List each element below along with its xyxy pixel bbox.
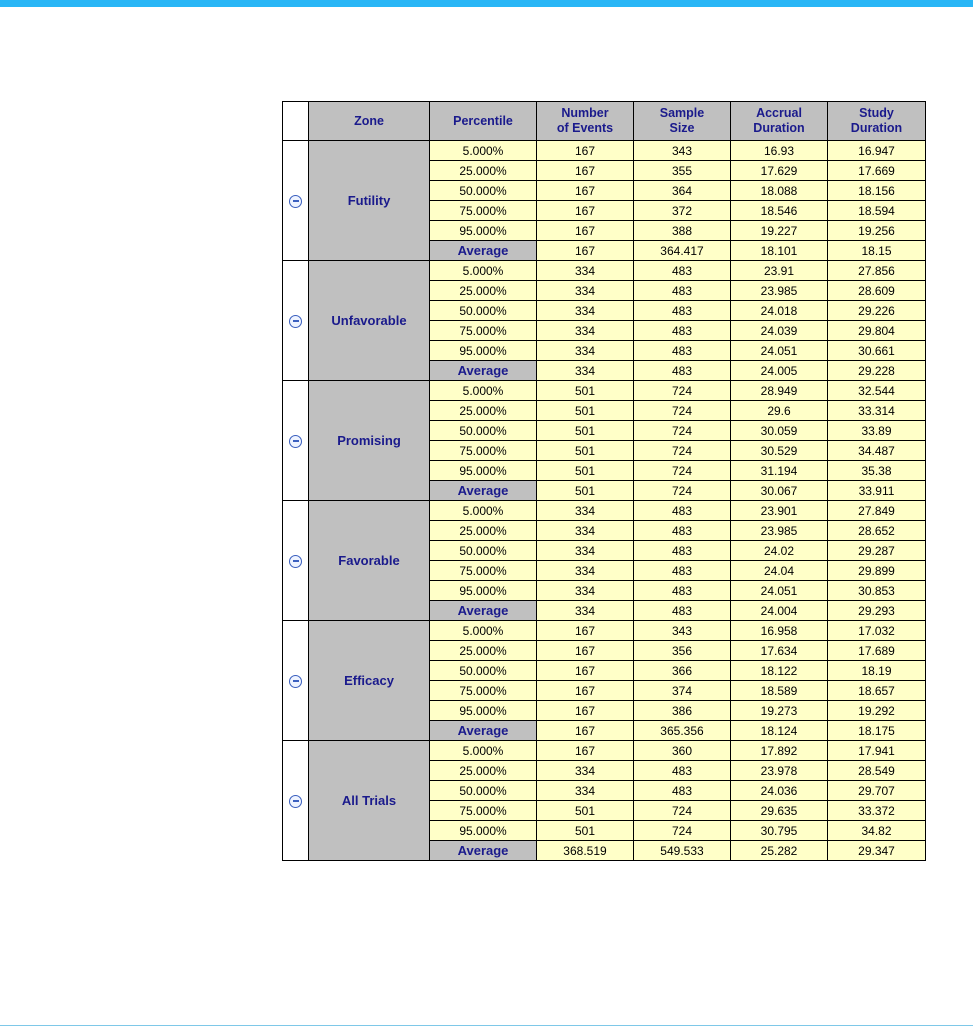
events-cell: 501 bbox=[537, 381, 634, 401]
sample-size-cell: 483 bbox=[634, 501, 731, 521]
percentile-cell: 50.000% bbox=[430, 541, 537, 561]
events-cell: 334 bbox=[537, 541, 634, 561]
column-header-label: Sample bbox=[659, 106, 705, 120]
zone-label: All Trials bbox=[309, 741, 430, 861]
sample-size-cell: 483 bbox=[634, 361, 731, 381]
percentile-cell: 75.000% bbox=[430, 201, 537, 221]
zone-toggle-cell bbox=[283, 621, 309, 741]
table-body bbox=[283, 141, 926, 861]
study-duration-cell: 29.228 bbox=[828, 361, 926, 381]
events-cell: 334 bbox=[537, 581, 634, 601]
accrual-duration-cell: 17.892 bbox=[731, 741, 828, 761]
accrual-duration-cell: 19.227 bbox=[731, 221, 828, 241]
study-duration-cell: 18.175 bbox=[828, 721, 926, 741]
events-cell: 167 bbox=[537, 701, 634, 721]
percentile-cell: 50.000% bbox=[430, 181, 537, 201]
percentile-cell: 95.000% bbox=[430, 221, 537, 241]
percentile-cell: 95.000% bbox=[430, 701, 537, 721]
accrual-duration-cell: 23.978 bbox=[731, 761, 828, 781]
study-duration-cell: 27.849 bbox=[828, 501, 926, 521]
accrual-duration-cell: 24.051 bbox=[731, 581, 828, 601]
bottom-divider bbox=[0, 1025, 973, 1026]
average-label: Average bbox=[430, 241, 537, 261]
accrual-duration-cell: 24.02 bbox=[731, 541, 828, 561]
percentile-cell: 75.000% bbox=[430, 801, 537, 821]
events-cell: 334 bbox=[537, 321, 634, 341]
percentile-cell: 75.000% bbox=[430, 441, 537, 461]
accrual-duration-cell: 31.194 bbox=[731, 461, 828, 481]
study-duration-cell: 29.287 bbox=[828, 541, 926, 561]
percentile-cell: 50.000% bbox=[430, 301, 537, 321]
events-cell: 501 bbox=[537, 401, 634, 421]
events-cell: 334 bbox=[537, 281, 634, 301]
accrual-duration-cell: 29.635 bbox=[731, 801, 828, 821]
study-duration-cell: 28.609 bbox=[828, 281, 926, 301]
zone-label: Favorable bbox=[309, 501, 430, 621]
zone-toggle-cell bbox=[283, 741, 309, 861]
column-header-label: Size bbox=[669, 121, 695, 135]
events-cell: 167 bbox=[537, 141, 634, 161]
study-duration-cell: 16.947 bbox=[828, 141, 926, 161]
sample-size-cell: 365.356 bbox=[634, 721, 731, 741]
events-cell: 334 bbox=[537, 781, 634, 801]
zone-label: Unfavorable bbox=[309, 261, 430, 381]
zone-label: Promising bbox=[309, 381, 430, 501]
accrual-duration-cell: 16.958 bbox=[731, 621, 828, 641]
percentile-cell: 50.000% bbox=[430, 781, 537, 801]
percentile-cell: 5.000% bbox=[430, 141, 537, 161]
accrual-duration-cell: 18.122 bbox=[731, 661, 828, 681]
zone-label: Futility bbox=[309, 141, 430, 261]
accrual-duration-cell: 24.005 bbox=[731, 361, 828, 381]
table-row bbox=[283, 621, 926, 641]
study-duration-cell: 29.707 bbox=[828, 781, 926, 801]
column-header-zone: Zone bbox=[309, 102, 430, 141]
study-duration-cell: 17.032 bbox=[828, 621, 926, 641]
zone-toggle-cell bbox=[283, 261, 309, 381]
percentile-cell: 75.000% bbox=[430, 561, 537, 581]
events-cell: 334 bbox=[537, 361, 634, 381]
percentile-cell: 95.000% bbox=[430, 341, 537, 361]
percentile-cell: 75.000% bbox=[430, 321, 537, 341]
events-cell: 167 bbox=[537, 221, 634, 241]
sample-size-cell: 549.533 bbox=[634, 841, 731, 861]
study-duration-cell: 33.911 bbox=[828, 481, 926, 501]
sample-size-cell: 724 bbox=[634, 461, 731, 481]
column-header-label: Study bbox=[859, 106, 894, 120]
study-duration-cell: 34.487 bbox=[828, 441, 926, 461]
events-cell: 167 bbox=[537, 741, 634, 761]
sample-size-cell: 483 bbox=[634, 261, 731, 281]
collapse-icon[interactable] bbox=[289, 675, 302, 688]
accrual-duration-cell: 24.051 bbox=[731, 341, 828, 361]
study-duration-cell: 33.314 bbox=[828, 401, 926, 421]
study-duration-cell: 18.594 bbox=[828, 201, 926, 221]
study-duration-cell: 28.549 bbox=[828, 761, 926, 781]
percentile-results-table bbox=[282, 101, 926, 861]
percentile-cell: 25.000% bbox=[430, 161, 537, 181]
events-cell: 334 bbox=[537, 341, 634, 361]
percentile-cell: 5.000% bbox=[430, 501, 537, 521]
events-cell: 501 bbox=[537, 801, 634, 821]
study-duration-cell: 34.82 bbox=[828, 821, 926, 841]
column-header-label: Duration bbox=[850, 121, 903, 135]
percentile-cell: 25.000% bbox=[430, 281, 537, 301]
accrual-duration-cell: 18.589 bbox=[731, 681, 828, 701]
sample-size-cell: 724 bbox=[634, 821, 731, 841]
sample-size-cell: 483 bbox=[634, 581, 731, 601]
events-cell: 368.519 bbox=[537, 841, 634, 861]
collapse-icon[interactable] bbox=[289, 435, 302, 448]
table-row bbox=[283, 261, 926, 281]
sample-size-cell: 343 bbox=[634, 141, 731, 161]
sample-size-cell: 483 bbox=[634, 781, 731, 801]
zone-toggle-cell bbox=[283, 501, 309, 621]
percentile-cell: 75.000% bbox=[430, 681, 537, 701]
accrual-duration-cell: 24.039 bbox=[731, 321, 828, 341]
percentile-cell: 5.000% bbox=[430, 261, 537, 281]
sample-size-cell: 724 bbox=[634, 801, 731, 821]
study-duration-cell: 19.292 bbox=[828, 701, 926, 721]
sample-size-cell: 724 bbox=[634, 381, 731, 401]
sample-size-cell: 483 bbox=[634, 281, 731, 301]
accrual-duration-cell: 16.93 bbox=[731, 141, 828, 161]
sample-size-cell: 483 bbox=[634, 321, 731, 341]
accrual-duration-cell: 17.634 bbox=[731, 641, 828, 661]
average-label: Average bbox=[430, 481, 537, 501]
sample-size-cell: 372 bbox=[634, 201, 731, 221]
column-header-study-duration bbox=[828, 102, 926, 141]
average-label: Average bbox=[430, 841, 537, 861]
percentile-cell: 25.000% bbox=[430, 521, 537, 541]
events-cell: 334 bbox=[537, 301, 634, 321]
sample-size-cell: 724 bbox=[634, 421, 731, 441]
table-row bbox=[283, 741, 926, 761]
column-header-label: Number bbox=[561, 106, 609, 120]
events-cell: 167 bbox=[537, 201, 634, 221]
events-cell: 167 bbox=[537, 641, 634, 661]
table-row bbox=[283, 501, 926, 521]
column-header-accrual-duration bbox=[731, 102, 828, 141]
sample-size-cell: 724 bbox=[634, 481, 731, 501]
events-cell: 334 bbox=[537, 261, 634, 281]
average-label: Average bbox=[430, 601, 537, 621]
sample-size-cell: 483 bbox=[634, 601, 731, 621]
events-cell: 334 bbox=[537, 521, 634, 541]
study-duration-cell: 35.38 bbox=[828, 461, 926, 481]
column-header-label: of Events bbox=[556, 121, 614, 135]
events-cell: 334 bbox=[537, 761, 634, 781]
accrual-duration-cell: 24.036 bbox=[731, 781, 828, 801]
sample-size-cell: 483 bbox=[634, 761, 731, 781]
study-duration-cell: 28.652 bbox=[828, 521, 926, 541]
column-header-percentile: Percentile bbox=[430, 102, 537, 141]
sample-size-cell: 355 bbox=[634, 161, 731, 181]
study-duration-cell: 30.661 bbox=[828, 341, 926, 361]
percentile-cell: 95.000% bbox=[430, 461, 537, 481]
accrual-duration-cell: 30.795 bbox=[731, 821, 828, 841]
accrual-duration-cell: 18.088 bbox=[731, 181, 828, 201]
study-duration-cell: 18.156 bbox=[828, 181, 926, 201]
results-table-container bbox=[282, 101, 926, 861]
study-duration-cell: 17.689 bbox=[828, 641, 926, 661]
sample-size-cell: 366 bbox=[634, 661, 731, 681]
percentile-cell: 50.000% bbox=[430, 421, 537, 441]
study-duration-cell: 29.899 bbox=[828, 561, 926, 581]
sample-size-cell: 724 bbox=[634, 441, 731, 461]
top-accent-bar bbox=[0, 0, 973, 7]
study-duration-cell: 18.19 bbox=[828, 661, 926, 681]
accrual-duration-cell: 23.91 bbox=[731, 261, 828, 281]
study-duration-cell: 29.804 bbox=[828, 321, 926, 341]
sample-size-cell: 483 bbox=[634, 541, 731, 561]
sample-size-cell: 343 bbox=[634, 621, 731, 641]
sample-size-cell: 356 bbox=[634, 641, 731, 661]
column-header-sample-size bbox=[634, 102, 731, 141]
accrual-duration-cell: 23.985 bbox=[731, 281, 828, 301]
events-cell: 167 bbox=[537, 721, 634, 741]
zone-toggle-cell bbox=[283, 141, 309, 261]
accrual-duration-cell: 25.282 bbox=[731, 841, 828, 861]
table-row bbox=[283, 141, 926, 161]
toggle-column-header bbox=[283, 102, 309, 141]
table-row bbox=[283, 381, 926, 401]
sample-size-cell: 724 bbox=[634, 401, 731, 421]
study-duration-cell: 29.226 bbox=[828, 301, 926, 321]
sample-size-cell: 483 bbox=[634, 521, 731, 541]
accrual-duration-cell: 23.901 bbox=[731, 501, 828, 521]
study-duration-cell: 29.293 bbox=[828, 601, 926, 621]
study-duration-cell: 18.15 bbox=[828, 241, 926, 261]
collapse-icon[interactable] bbox=[289, 795, 302, 808]
percentile-cell: 5.000% bbox=[430, 741, 537, 761]
accrual-duration-cell: 29.6 bbox=[731, 401, 828, 421]
sample-size-cell: 364 bbox=[634, 181, 731, 201]
average-label: Average bbox=[430, 721, 537, 741]
percentile-cell: 50.000% bbox=[430, 661, 537, 681]
events-cell: 501 bbox=[537, 821, 634, 841]
events-cell: 167 bbox=[537, 181, 634, 201]
sample-size-cell: 386 bbox=[634, 701, 731, 721]
percentile-cell: 25.000% bbox=[430, 761, 537, 781]
zone-toggle-cell bbox=[283, 381, 309, 501]
accrual-duration-cell: 30.067 bbox=[731, 481, 828, 501]
percentile-cell: 25.000% bbox=[430, 401, 537, 421]
accrual-duration-cell: 30.529 bbox=[731, 441, 828, 461]
table-header bbox=[283, 102, 926, 141]
accrual-duration-cell: 23.985 bbox=[731, 521, 828, 541]
sample-size-cell: 483 bbox=[634, 301, 731, 321]
collapse-icon[interactable] bbox=[289, 555, 302, 568]
accrual-duration-cell: 18.124 bbox=[731, 721, 828, 741]
sample-size-cell: 360 bbox=[634, 741, 731, 761]
collapse-icon[interactable] bbox=[289, 195, 302, 208]
study-duration-cell: 30.853 bbox=[828, 581, 926, 601]
events-cell: 501 bbox=[537, 481, 634, 501]
accrual-duration-cell: 19.273 bbox=[731, 701, 828, 721]
accrual-duration-cell: 30.059 bbox=[731, 421, 828, 441]
percentile-cell: 25.000% bbox=[430, 641, 537, 661]
zone-label: Efficacy bbox=[309, 621, 430, 741]
accrual-duration-cell: 24.004 bbox=[731, 601, 828, 621]
sample-size-cell: 483 bbox=[634, 341, 731, 361]
study-duration-cell: 17.941 bbox=[828, 741, 926, 761]
sample-size-cell: 374 bbox=[634, 681, 731, 701]
events-cell: 501 bbox=[537, 421, 634, 441]
column-header-label: Duration bbox=[753, 121, 805, 135]
events-cell: 167 bbox=[537, 681, 634, 701]
events-cell: 167 bbox=[537, 621, 634, 641]
events-cell: 501 bbox=[537, 441, 634, 461]
events-cell: 167 bbox=[537, 661, 634, 681]
accrual-duration-cell: 28.949 bbox=[731, 381, 828, 401]
events-cell: 501 bbox=[537, 461, 634, 481]
accrual-duration-cell: 24.04 bbox=[731, 561, 828, 581]
study-duration-cell: 19.256 bbox=[828, 221, 926, 241]
study-duration-cell: 32.544 bbox=[828, 381, 926, 401]
sample-size-cell: 364.417 bbox=[634, 241, 731, 261]
study-duration-cell: 33.372 bbox=[828, 801, 926, 821]
average-label: Average bbox=[430, 361, 537, 381]
percentile-cell: 5.000% bbox=[430, 621, 537, 641]
events-cell: 167 bbox=[537, 241, 634, 261]
study-duration-cell: 33.89 bbox=[828, 421, 926, 441]
sample-size-cell: 483 bbox=[634, 561, 731, 581]
sample-size-cell: 388 bbox=[634, 221, 731, 241]
percentile-cell: 95.000% bbox=[430, 821, 537, 841]
column-header-number-of-events bbox=[537, 102, 634, 141]
study-duration-cell: 27.856 bbox=[828, 261, 926, 281]
study-duration-cell: 17.669 bbox=[828, 161, 926, 181]
accrual-duration-cell: 24.018 bbox=[731, 301, 828, 321]
accrual-duration-cell: 18.546 bbox=[731, 201, 828, 221]
study-duration-cell: 18.657 bbox=[828, 681, 926, 701]
events-cell: 334 bbox=[537, 501, 634, 521]
events-cell: 334 bbox=[537, 561, 634, 581]
percentile-cell: 95.000% bbox=[430, 581, 537, 601]
percentile-cell: 5.000% bbox=[430, 381, 537, 401]
accrual-duration-cell: 17.629 bbox=[731, 161, 828, 181]
column-header-label: Accrual bbox=[756, 106, 802, 120]
study-duration-cell: 29.347 bbox=[828, 841, 926, 861]
events-cell: 167 bbox=[537, 161, 634, 181]
events-cell: 334 bbox=[537, 601, 634, 621]
collapse-icon[interactable] bbox=[289, 315, 302, 328]
accrual-duration-cell: 18.101 bbox=[731, 241, 828, 261]
